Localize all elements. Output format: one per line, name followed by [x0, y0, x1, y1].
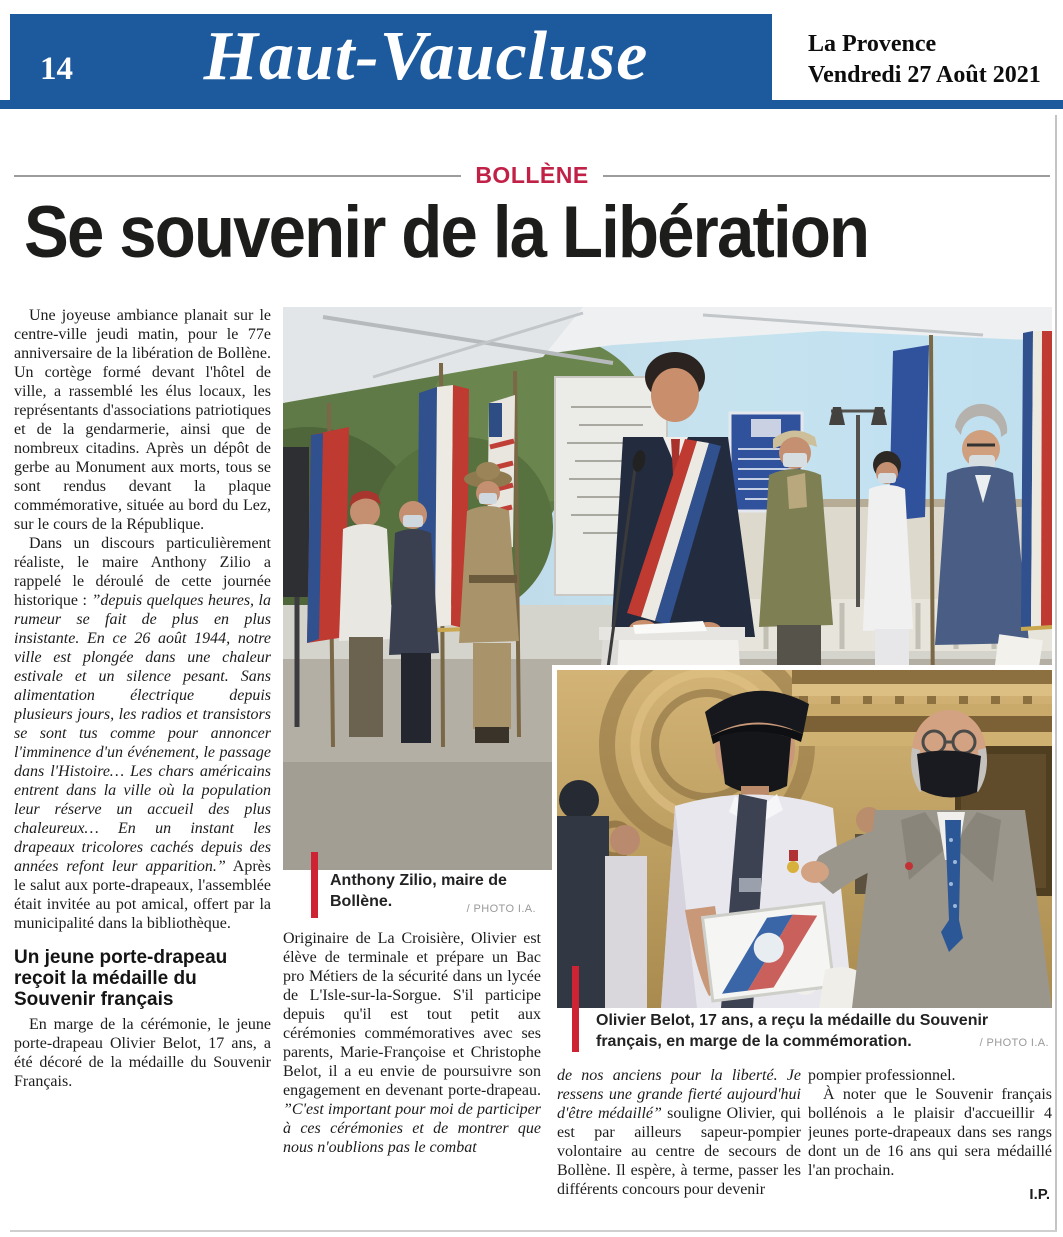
subheading: Un jeune porte-drapeau reçoit la médaille du Souvenir français — [14, 947, 228, 1010]
medal — [787, 861, 799, 873]
body-paragraph: Originaire de La Croisière, Olivier est élève de terminale et prépare un Bac pro Métiers de la sécurité dans un lycée de L'Isle-sur-la-Sorgue. S'il participe depuis qu'il est tout petit aux cérémonies commémoratives avec ses parents, Marie-Françoise et Christophe Belot, il a eu envie de poursuivre son engagement en devenant porte-drapeau. ”C'est important pour moi de participer à ces cérémonies et de montrer que nous n'oublions pas le combat — [283, 930, 541, 1156]
photo-credit: / PHOTO I.A. — [979, 1037, 1049, 1049]
caption-text: Olivier Belot, 17 ans, a reçu la médaille du Souvenir français, en marge de la commémoration. — [596, 1012, 989, 1050]
section-title: Haut-Vaucluse — [203, 18, 649, 95]
body-paragraph: À noter que le Souvenir français bollénois a le plaisir d'accueillir 4 jeunes porte-drapeaux dans ses rangs dont un de 16 ans qui sera médaillé l'an prochain. — [808, 1086, 1052, 1179]
photo-credit: / PHOTO I.A. — [466, 903, 536, 915]
photo2-caption — [572, 966, 1052, 1052]
article-column-4 — [808, 1066, 1052, 1234]
body-paragraph: Dans un discours particulièrement réaliste, le maire Anthony Zilio a rappelé le déroulé de cette journée historique : ”depuis quelques heures, la rumeur se fait de plus en plus insistante. En ce 26 août 1944, notre ville est plongée dans une chaleur estivale et un silence pesant. Sans alimentation électrique depuis plusieurs jours, les radios et transistors se sont tus comme pour annoncer l'imminence d'un événement, le passage dans l'Histoire… Les chars américains entrent dans la ville où la population leur réserve un accueil des plus chaleureux… En un instant les drapeaux tricolores cachés depuis des années refont leur apparition.” Après le salut aux porte-drapeaux, l'assemblée était invitée au pot amical, offert par la municipalité dans la bibliothèque. — [14, 535, 271, 932]
kicker-rule-left — [14, 175, 461, 177]
medal-photo — [552, 665, 1052, 1008]
banner-underline — [0, 100, 1063, 109]
article-column-2 — [283, 929, 541, 1233]
body-paragraph: pompier professionnel. — [808, 1067, 956, 1084]
face-mask — [917, 750, 981, 797]
paper-name: La Provence — [808, 31, 937, 57]
page-edge-rule — [1055, 115, 1057, 1232]
tricolor-flag-right — [1021, 331, 1052, 629]
caption-text: Anthony Zilio, maire de Bollène. — [330, 872, 507, 910]
body-paragraph: Une joyeuse ambiance planait sur le centre-ville jeudi matin, pour le 77e anniversaire de la libération de Bollène. Un cortège formé devant l'hôtel de ville, a rassemblé les élus locaux, les représentants d'associations patriotiques et de la gendarmerie, ainsi que de nombreux citadins. Après un dépôt de gerbe au Monument aux morts, tous se sont rendus devant la plaque commémorative, située au bord du Lez, sur le cours de la République. — [14, 307, 271, 533]
kicker-label: BOLLÈNE — [475, 162, 589, 188]
page-number: 14 — [40, 51, 73, 87]
body-paragraph: de nos anciens pour la liberté. Je ressens une grande fierté aujourd'hui d'être médaillé” souligne Olivier, qui est par ailleurs sapeur-pompier volontaire au centre de secours de Bollène. Il espère, à terme, passer les différents concours pour devenir — [557, 1067, 801, 1198]
author-initials: I.P. — [1029, 1186, 1050, 1203]
caption-bar — [311, 852, 318, 918]
headline: Se souvenir de la Libération — [24, 192, 869, 273]
edition-info — [772, 14, 1063, 100]
edition-date: Vendredi 27 Août 2021 — [808, 62, 1041, 88]
speaker-silhouette — [283, 447, 309, 597]
body-paragraph: En marge de la cérémonie, le jeune porte-drapeau Olivier Belot, 17 ans, a été décoré de la médaille du Souvenir Français. — [14, 1016, 271, 1090]
kicker-rule-right — [603, 175, 1050, 177]
article-column-1 — [14, 306, 271, 1234]
section-banner — [10, 14, 772, 100]
kicker — [14, 162, 1050, 189]
caption-bar — [572, 966, 579, 1052]
page-bottom-rule — [10, 1230, 1057, 1232]
face-mask — [719, 731, 791, 793]
photo1-caption — [311, 852, 539, 918]
article-column-3 — [557, 1066, 801, 1234]
